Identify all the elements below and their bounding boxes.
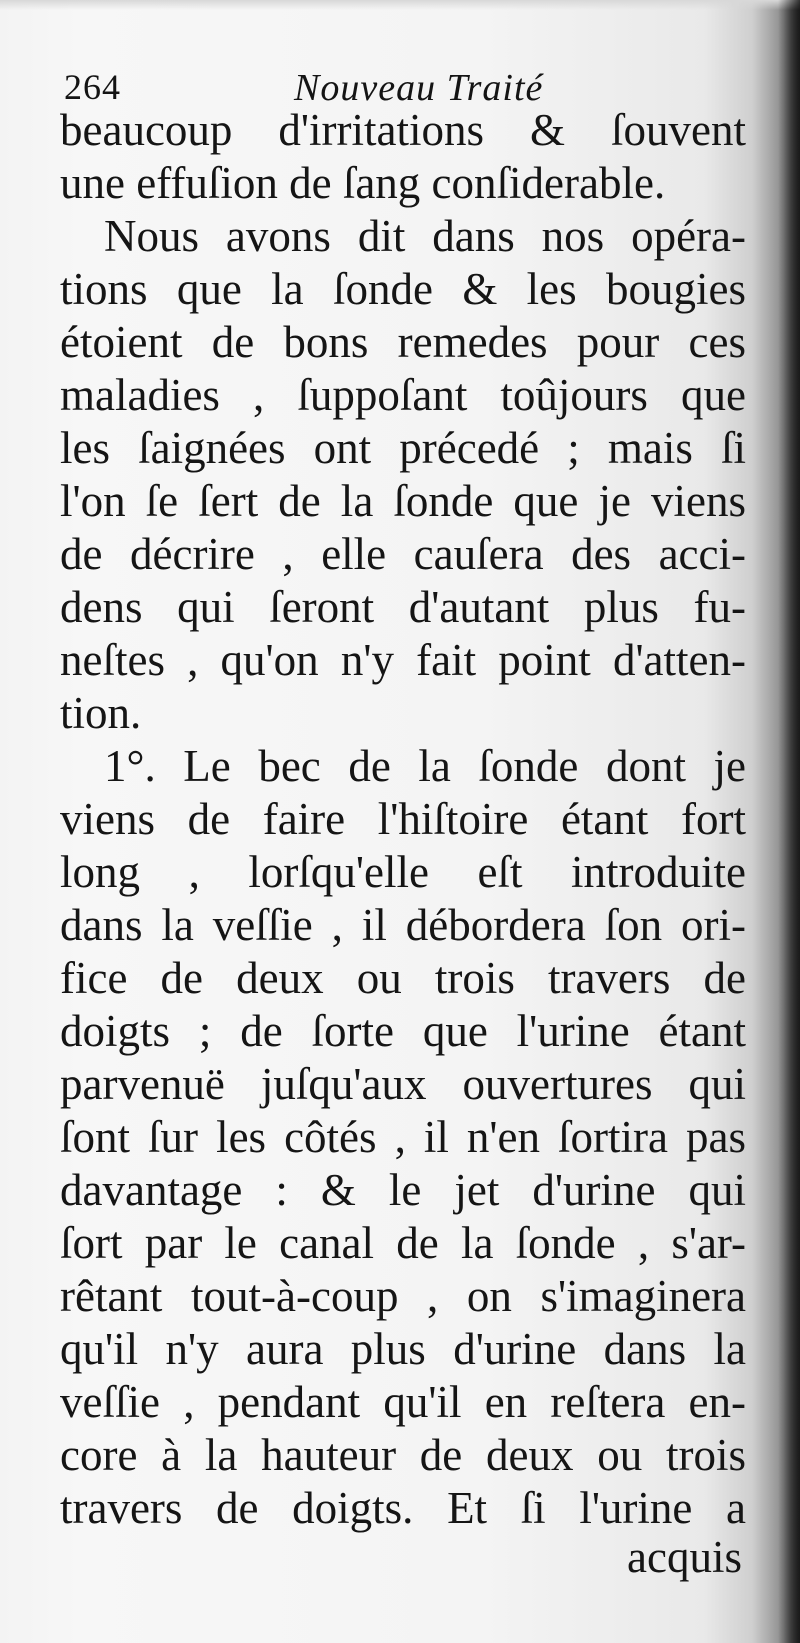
text-line: tions que la ſonde & les bougies — [60, 264, 746, 314]
text-line: davantage : & le jet d'urine qui — [60, 1165, 746, 1215]
text-line: dans la veſſie , il débordera ſon ori- — [60, 900, 746, 950]
text-line: travers de doigts. Et ſi l'urine a — [60, 1483, 746, 1533]
text-line: 1°. Le bec de la ſonde dont je — [104, 741, 746, 791]
text-line: qu'il n'y aura plus d'urine dans la — [60, 1324, 746, 1374]
text-line: de décrire , elle cauſera des acci- — [60, 529, 746, 579]
text-line: core à la hauteur de deux ou trois — [60, 1430, 746, 1480]
running-title: Nouveau Traité — [294, 67, 544, 109]
text-line: viens de faire l'hiſtoire étant fort — [60, 794, 746, 844]
text-line: ſont ſur les côtés , il n'en ſortira pas — [60, 1112, 746, 1162]
text-line: Nous avons dit dans nos opéra- — [104, 211, 746, 261]
page-top-shadow — [0, 0, 800, 10]
text-line: veſſie , pendant qu'il en reſtera en- — [60, 1377, 746, 1427]
page-gutter-shadow — [778, 0, 800, 1643]
text-line: tion. — [60, 688, 142, 738]
text-line: étoient de bons remedes pour ces — [60, 317, 746, 367]
text-line: l'on ſe ſert de la ſonde que je viens — [60, 476, 746, 526]
text-line: les ſaignées ont précedé ; mais ſi — [60, 423, 746, 473]
body-text — [60, 104, 746, 1535]
text-line: neſtes , qu'on n'y fait point d'atten- — [60, 635, 746, 685]
text-line: parvenuë juſqu'aux ouvertures qui — [60, 1059, 746, 1109]
text-line: beaucoup d'irritations & ſouvent — [60, 105, 746, 155]
text-line: maladies , ſuppoſant toûjours que — [60, 370, 746, 420]
text-line: rêtant tout-à-coup , on s'imaginera — [60, 1271, 746, 1321]
text-line: doigts ; de ſorte que l'urine étant — [60, 1006, 746, 1056]
text-line: fice de deux ou trois travers de — [60, 953, 746, 1003]
text-line: dens qui ſeront d'autant plus fu- — [60, 582, 746, 632]
catchword: acquis — [627, 1532, 742, 1582]
text-line: ſort par le canal de la ſonde , s'ar- — [60, 1218, 746, 1268]
text-line: une effuſion de ſang conſiderable. — [60, 158, 666, 208]
page-number: 264 — [64, 67, 121, 107]
text-line: long , lorſqu'elle eſt introduite — [60, 847, 746, 897]
